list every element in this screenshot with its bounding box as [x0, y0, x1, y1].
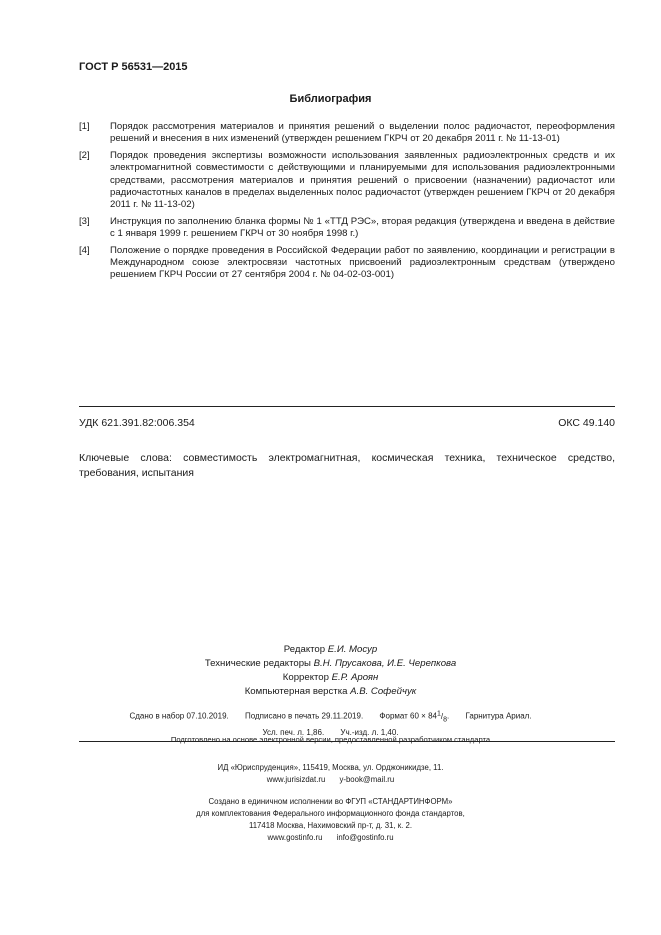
bibliography-item-text: Положение о порядке проведения в Российской Федерации работ по заявлению, координации и регистрации в Международном союзе электросвязи частотных присвоений радиоэлектронным средствам (утверждено решением ГКРЧ России от 27 сентября 2004 г. № 04-02-03-001) [110, 244, 615, 281]
keywords: Ключевые слова: совместимость электромагнитная, космическая техника, техническое средство, требования, испытания [79, 452, 615, 479]
format-label: Формат 60 × 84 [379, 711, 437, 721]
bibliography-item-number: [3] [79, 215, 90, 227]
editor-line [0, 643, 661, 657]
bibliography-title: Библиография [289, 93, 372, 105]
bibliography-item-text: Порядок рассмотрения материалов и принятия решений о выделении полос радиочастот, переоформления решений и внесения в них изменений (утвержден решением ГКРЧ от 20 декабря 2011 г. № 11-13-01) [110, 121, 615, 145]
bibliography-item [79, 245, 615, 282]
print-sheets: Усл. печ. л. 1,86. [262, 728, 325, 738]
format: Формат $60 \times 84^1/_8$. [379, 710, 450, 724]
divider-top [79, 406, 615, 407]
bibliography-item-number: [4] [79, 244, 90, 256]
producer-line-3: 117418 Москва, Нахимовский пр-т, д. 31, к. 2. [248, 821, 413, 830]
editor-name: Е.И. Мосур [327, 644, 378, 655]
bibliography-list [79, 121, 615, 286]
editorial-credits [0, 643, 661, 699]
publisher-contacts [0, 774, 661, 786]
udk-code: УДК 621.391.82:006.354 [79, 417, 195, 429]
bibliography-item-text: Инструкция по заполнению бланка формы № 1 «ТТД РЭС», вторая редакция (утверждена и введена в действие с 1 января 1999 г. решением ГКРЧ от 30 ноября 1998 г.) [110, 215, 615, 240]
bibliography-item [79, 150, 615, 212]
producer-line-2: для комплектования Федерального информационного фонда стандартов, [196, 809, 465, 818]
producer-email-link[interactable]: info@gostinfo.ru [336, 833, 394, 842]
document-code: ГОСТ Р 56531—2015 [79, 61, 188, 73]
oks-code: ОКС 49.140 [558, 417, 615, 429]
font-info: Гарнитура Ариал. [465, 711, 532, 721]
publisher-email-link[interactable]: y-book@mail.ru [339, 775, 395, 784]
producer-contacts [0, 832, 661, 844]
layout-label: Компьютерная верстка [244, 686, 348, 697]
tech-editors-label: Технические редакторы [204, 658, 311, 669]
pub-sheets: Уч.-изд. л. 1,40. [340, 728, 399, 738]
layout-line [0, 685, 661, 699]
bibliography-item-number: [2] [79, 149, 90, 161]
bibliography-item [79, 216, 615, 241]
editor-label: Редактор [283, 644, 326, 655]
bibliography-item-text: Порядок проведения экспертизы возможности использования заявленных радиоэлектронных средств и их электромагнитной совместимости с действующими и планируемыми для использования радиоэлектронными средствами, рассмотрения материалов и принятия решений о присвоении (назначении) радиочастот или радиочастотных каналов в пределах выделенных полос радиочастот (утвержден решением ГКРЧ от 20 декабря 2011 г. № 11-13-02) [110, 149, 615, 211]
format-numerator: 1 [436, 710, 441, 717]
bibliography-item [79, 121, 615, 146]
producer-line-1: Создано в единичном исполнении во ФГУП «СТАНДАРТИНФОРМ» [208, 797, 453, 806]
publisher-address: ИД «Юриспруденция», 115419, Москва, ул. Орджоникидзе, 11. [217, 763, 444, 772]
preparation-note: Подготовлено на основе электронной версии, предоставленной разработчиком стандарта [170, 735, 491, 744]
corrector-label: Корректор [282, 672, 329, 683]
tech-editors-names: В.Н. Прусакова, И.Е. Черепкова [313, 658, 457, 669]
producer-site-link[interactable]: www.gostinfo.ru [267, 833, 323, 842]
format-denominator: 8 [443, 716, 448, 724]
set-date: Сдано в набор 07.10.2019. [129, 711, 229, 721]
publisher-site-link[interactable]: www.jurisizdat.ru [266, 775, 326, 784]
layout-name: А.В. Софейчук [350, 686, 417, 697]
divider-bottom [79, 741, 615, 742]
bibliography-item-number: [1] [79, 121, 90, 132]
print-info-line-1 [0, 707, 661, 726]
publisher-info [0, 762, 661, 786]
corrector-line [0, 671, 661, 685]
sign-date: Подписано в печать 29.11.2019. [244, 711, 364, 721]
corrector-name: Е.Р. Ароян [331, 672, 379, 683]
producer-info [0, 796, 661, 844]
tech-editors-line [0, 657, 661, 671]
